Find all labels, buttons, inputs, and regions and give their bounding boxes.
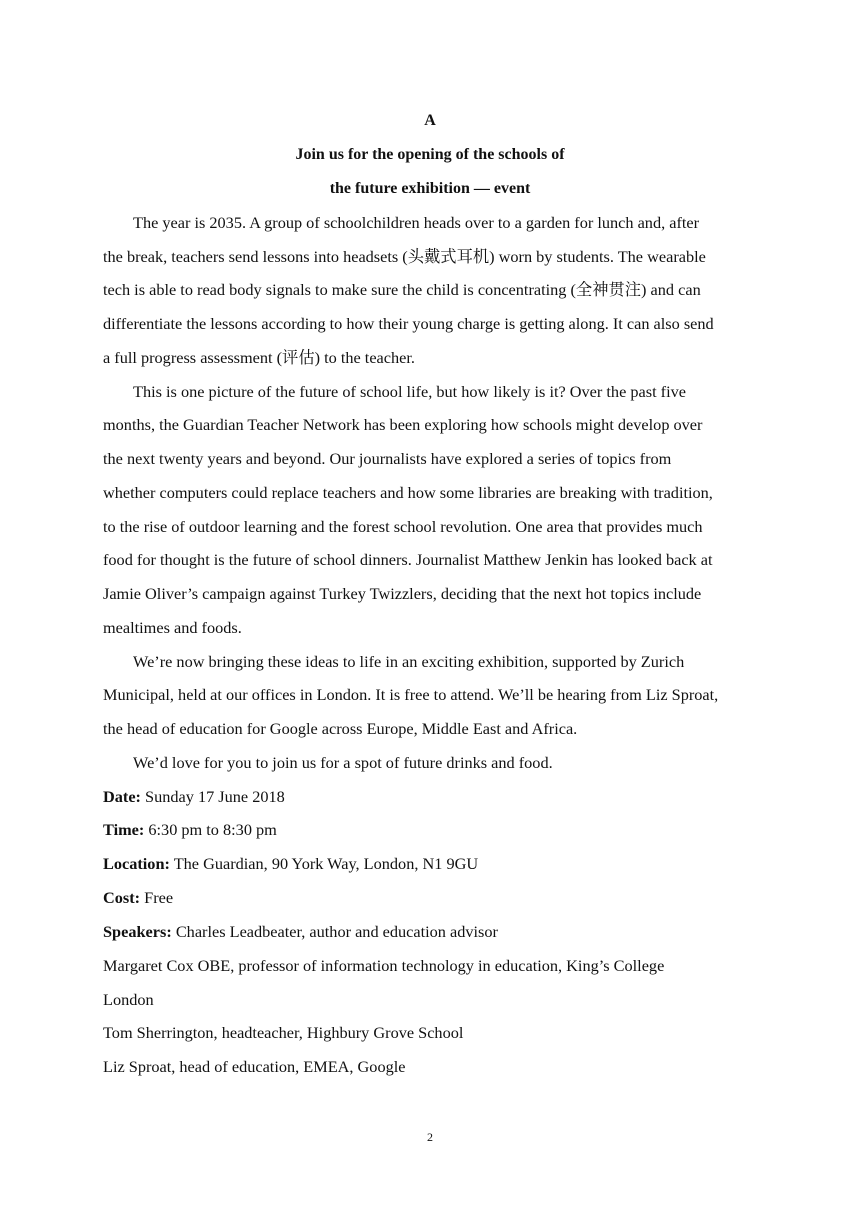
cost-value: Free (140, 888, 174, 907)
paragraph-1-line: The year is 2035. A group of schoolchildren heads over to a garden for lunch and, after (133, 213, 700, 232)
event-time (103, 820, 277, 840)
time-label: Time: (103, 820, 145, 839)
section-letter: A (424, 112, 436, 129)
location-value: The Guardian, 90 York Way, London, N1 9GU (169, 854, 479, 873)
speakers-value: Charles Leadbeater, author and education advisor (171, 922, 498, 941)
speaker-line: Liz Sproat, head of education, EMEA, Google (103, 1057, 406, 1076)
paragraph-2-line: months, the Guardian Teacher Network has been exploring how schools might develop over (103, 415, 703, 434)
paragraph-1-line: a full progress assessment (评估) to the teacher. (103, 348, 415, 367)
title-line-2: the future exhibition — event (329, 180, 531, 197)
date-value: Sunday 17 June 2018 (140, 787, 285, 806)
page-number: 2 (427, 1130, 433, 1144)
paragraph-1-line: tech is able to read body signals to make sure the child is concentrating (全神贯注) and can (103, 280, 701, 299)
paragraph-3-line: Municipal, held at our offices in London. It is free to attend. We’ll be hearing from Liz Sproat, (103, 685, 719, 704)
location-label: Location: (103, 854, 170, 873)
date-label: Date: (103, 787, 141, 806)
speakers-label: Speakers: (103, 922, 172, 941)
paragraph-2-line: the next twenty years and beyond. Our journalists have explored a series of topics from (103, 449, 672, 468)
event-date (103, 787, 285, 807)
paragraph-2-line: whether computers could replace teachers and how some libraries are breaking with tradition, (103, 483, 713, 502)
paragraph-1-line: the break, teachers send lessons into headsets (头戴式耳机) worn by students. The wearable (103, 247, 706, 266)
event-location (103, 854, 478, 874)
paragraph-2-line: Jamie Oliver’s campaign against Turkey Twizzlers, deciding that the next hot topics include (103, 584, 702, 603)
speaker-line: Tom Sherrington, headteacher, Highbury Grove School (103, 1023, 464, 1042)
paragraph-2-line: mealtimes and foods. (103, 618, 242, 637)
paragraph-3-line: We’re now bringing these ideas to life in an exciting exhibition, supported by Zurich (133, 652, 685, 671)
paragraph-3-line: the head of education for Google across Europe, Middle East and Africa. (103, 719, 578, 738)
paragraph-2-line: to the rise of outdoor learning and the forest school revolution. One area that provides much (103, 517, 703, 536)
paragraph-2-line: This is one picture of the future of school life, but how likely is it? Over the past five (133, 382, 686, 401)
speaker-line: London (103, 990, 154, 1009)
title-line-1: Join us for the opening of the schools of (295, 146, 565, 163)
event-cost (103, 888, 173, 908)
event-speakers (103, 922, 498, 942)
paragraph-1-line: differentiate the lessons according to how their young charge is getting along. It can also send (103, 314, 714, 333)
cost-label: Cost: (103, 888, 141, 907)
paragraph-4-line: We’d love for you to join us for a spot of future drinks and food. (133, 753, 553, 772)
time-value: 6:30 pm to 8:30 pm (144, 820, 277, 839)
speaker-line: Margaret Cox OBE, professor of information technology in education, King’s College (103, 956, 665, 975)
paragraph-2-line: food for thought is the future of school dinners. Journalist Matthew Jenkin has looked back at (103, 550, 713, 569)
